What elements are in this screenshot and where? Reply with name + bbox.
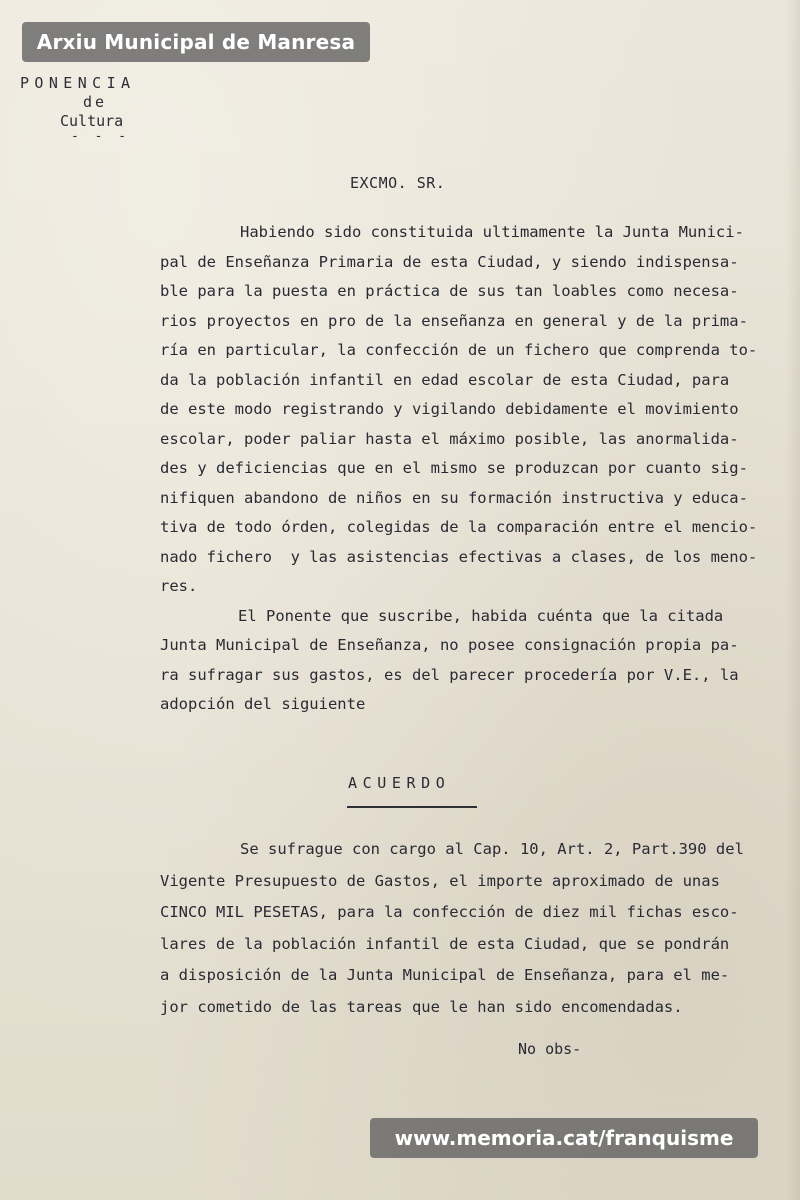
body-line: Junta Municipal de Enseñanza, no posee consignación propia pa- <box>160 636 739 654</box>
ponencia-line: de <box>83 93 108 111</box>
continuation-text: No obs- <box>518 1040 582 1058</box>
acuerdo-line: Vigente Presupuesto de Gastos, el importe aproximado de unas <box>160 871 720 890</box>
ponencia-header <box>20 74 135 143</box>
body-line: nado fichero y las asistencias efectivas a clases, de los meno- <box>160 547 758 566</box>
acuerdo-line: a disposición de la Junta Municipal de Enseñanza, para el me- <box>160 966 730 984</box>
ponencia-line: Cultura <box>60 112 124 130</box>
salutation: EXCMO. SR. <box>350 174 446 192</box>
body-line: da la población infantil en edad escolar de esta Ciudad, para <box>160 370 730 389</box>
body-line: adopción del siguiente <box>160 695 366 713</box>
acuerdo-text <box>160 834 800 1023</box>
body-line: Habiendo sido constituida ultimamente la Junta Munici- <box>240 223 744 241</box>
body-line: des y deficiencias que en el mismo se produzcan por cuanto sig- <box>160 459 748 477</box>
body-line: de este modo registrando y vigilando debidamente el movimiento <box>160 400 739 418</box>
body-line: ra sufragar sus gastos, es del parecer procedería por V.E., la <box>160 665 739 684</box>
ponencia-dashes: - - - <box>71 129 131 144</box>
body-text <box>160 218 800 720</box>
acuerdo-line: jor cometido de las tareas que le han sido encomendadas. <box>160 997 683 1016</box>
acuerdo-line: CINCO MIL PESETAS, para la confección de diez mil fichas esco- <box>160 903 739 921</box>
body-line: rios proyectos en pro de la enseñanza en general y de la prima- <box>160 311 748 330</box>
ponencia-line: PONENCIA <box>20 74 136 92</box>
body-line: nifiquen abandono de niños en su formación instructiva y educa- <box>160 488 748 507</box>
acuerdo-line: Se sufrague con cargo al Cap. 10, Art. 2, Part.390 del <box>240 840 744 858</box>
body-line: ría en particular, la confección de un fichero que comprenda to- <box>160 341 758 359</box>
body-line: tiva de todo órden, colegidas de la comparación entre el mencio- <box>160 518 758 536</box>
acuerdo-title: ACUERDO <box>348 774 451 792</box>
body-line: pal de Enseñanza Primaria de esta Ciudad, y siendo indispensa- <box>160 252 739 271</box>
acuerdo-underline <box>347 806 477 808</box>
body-line: escolar, poder paliar hasta el máximo posible, las anormalida- <box>160 429 739 448</box>
acuerdo-line: lares de la población infantil de esta Ciudad, que se pondrán <box>160 934 730 953</box>
url-watermark: www.memoria.cat/franquisme <box>370 1118 758 1158</box>
body-line: ble para la puesta en práctica de sus tan loables como necesa- <box>160 282 739 300</box>
body-line: El Ponente que suscribe, habida cuénta que la citada <box>238 606 724 625</box>
archive-watermark: Arxiu Municipal de Manresa <box>22 22 370 62</box>
body-line: res. <box>160 577 198 595</box>
